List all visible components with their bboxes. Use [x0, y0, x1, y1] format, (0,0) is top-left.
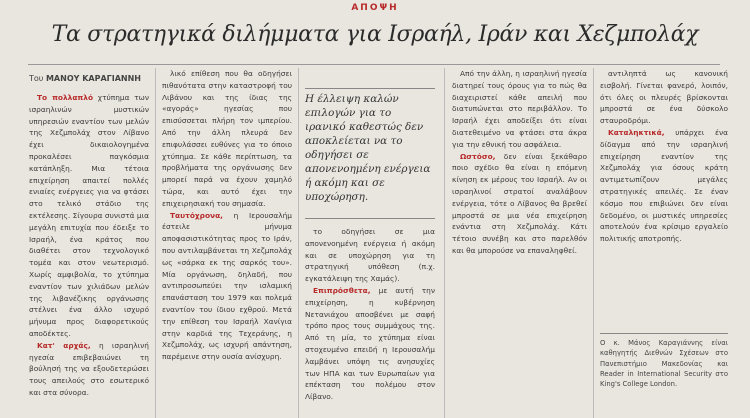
paragraph-text: Από την άλλη, η ισραηλινή ηγεσία διατηρεί τους όρους για το πώς θα διαχειριστεί κάθε απειλή που διατυπώνεται στο περιβάλλον. Το Ισραήλ έχει αποδείξει ότι είναι διατεθειμένο να φτάσει στα άκρα για την εθνική του ασφάλεια. — [452, 69, 587, 149]
headline: Τα στρατηγικά διλήμματα για Ισραήλ, Ιράν και Χεζμπολάχ — [51, 22, 699, 47]
column-divider — [444, 68, 445, 418]
paragraph-text: η Ιερουσαλήμ έστειλε μήνυμα αποφασιστικότητας προς το Ιράν, που αντιλαμβάνεται τη Χεζμπολάχ ως «σάρκα εκ της σαρκός του». Μία οργάνωση, δηλαδή, που αντιπροσωπεύει την ισλαμική επανάσταση του 1979 και πολεμά εναντίον του ίδιου εχθρού. Μετά την επίθεση του Ισραήλ Χανίγια στην καρδιά της Τεχεράνης, η Χεζμπολάχ, ως ισχυρή απάντηση, παρέμεινε στην ουσία ανίσχυρη. — [162, 210, 292, 362]
column-2 — [162, 68, 292, 394]
paragraph-text: λικό επίθεση που θα οδηγήσει πιθανότατα στην καταστροφή του Λιβάνου και της ίδιας της «αγοράς» ηγεσίας που επισύσσεται πλήρη τον ιμπερίου. Από την άλλη πλευρά δεν επιφυλάσσει ευθύνες για το όποιο χτύπημα. Σε κάθε περίπτωση, τα προβλήματα της οργάνωσης δεν μπορεί παρά να έχουν χαμηλό τώρα, και αυτό έχει την επιχειρησιακή του σημασία. — [162, 69, 292, 208]
paragraph-text: χτύπημα των ισραηλινών μυστικών υπηρεσιών εναντίον των μελών της Χεζμπολάχ στον Λίβανο έχει δικαιολογημένα προκαλέσει παγκόσμια κατάπληξη. Μια τέτοια επιχείρηση απαιτεί πολλές ενιαίες ενέργειες για να φτάσει στο τελικό στάδιο της εκτέλεσης. Σίγουρα συνιστά μια μεγάλη επιτυχία που έδειξε το Ισραήλ, ένα κράτος που διαθέτει στον τεχνολογικό τομέα και στον νεωτερισμό. Χωρίς αμφιβολία, το χτύπημα εναντίον των χιλιάδων μελών της λιβανέζικης οργάνωσης στέλνει ένα άλλο ισχυρό μήνυμα προς διαφορετικούς αποδέκτες. — [29, 93, 149, 338]
paragraph-text: η ισραηλινή ηγεσία επιβεβαιώνει τη βούλησή της να εξουδετερώσει τους απειλούς στο εσωτερικό και στα σύνορα. — [29, 340, 149, 397]
paragraph-text: αντιληπτά ως κανονική εισβολή. Γίνεται φανερό, λοιπόν, ότι όλες οι πλευρές βρίσκονται μπροστά σε ένα δύσκολο σταυροδρόμι. — [600, 69, 728, 126]
byline — [29, 74, 141, 83]
paragraph-lead: Κατ' αρχάς, — [37, 340, 91, 350]
column-4 — [452, 68, 587, 418]
author-bio-rule — [600, 333, 728, 334]
byline-prefix: Του — [29, 74, 44, 83]
pull-quote: Η έλλειψη καλών επιλογών για το ιρανικό καθεστώς δεν αποκλείεται να το οδηγήσει σε απονενοημένη ενέργεια ή ακόμη και σε υποχώρηση. — [305, 93, 431, 203]
column-3 — [305, 226, 435, 418]
paragraph-lead: Επιπρόσθετα, — [313, 285, 371, 295]
paragraph-text: δεν είναι ξεκάθαρο ποιο σχέδιο θα είναι η επόμενη κίνηση εκ μέρους του Ισραήλ. Αν οι ισραηλινοί στρατοί αναλάβουν ενέργεια, τότε ο Λίβανος θα βρεθεί μπροστά σε μια νέα επιχείρηση ενάντια στη Χεζμπολάχ. Κάτι τέτοιο συνέβη και στο παρελθόν και θα μπορούσε να επαναληφθεί. — [452, 151, 587, 255]
paragraph-lead: Ωστόσο, — [460, 151, 496, 161]
section-rubric: ΑΠΟΨΗ — [351, 3, 399, 13]
pull-quote-rule-bottom — [305, 218, 435, 219]
paragraph-lead: Καταληκτικά, — [608, 127, 665, 137]
column-5 — [600, 68, 728, 330]
pull-quote-rule-top — [305, 88, 435, 89]
column-1 — [29, 92, 149, 418]
paragraph-lead: Ταυτόχρονα, — [170, 210, 223, 220]
column-divider — [155, 68, 156, 418]
column-divider — [298, 68, 299, 418]
paragraph-lead: Το πολλαπλό — [37, 93, 94, 102]
byline-author: ΜΑΝΟΥ ΚΑΡΑΓΙΑΝΝΗ — [45, 74, 141, 83]
headline-rule — [28, 64, 720, 65]
column-divider — [593, 68, 594, 418]
paragraph-text: υπάρχει ένα δίδαγμα από την ισραηλινή επιχείρηση εναντίον της Χεζμπολάχ για όσους κράτη αντιμετωπίζουν μεγάλες στρατηγικές απειλές. Σε έναν κόσμο που επιβιώνει δεν είναι δεδομένο, οι μυστικές υπηρεσίες αποτελούν ένα κρίσιμο εργαλείο πολιτικής αποτροπής. — [600, 127, 728, 244]
paragraph-text: με αυτή την επιχείρηση, η κυβέρνηση Νετανιάχου αποσβένει με σαφή τρόπο προς τους συμμάχους της. Από τη μία, το χτύπημα είναι στοχευμένο επειδή η Ιερουσαλήμ λαμβάνει υπόψη τις ανησυχίες των ΗΠΑ και των Ευρωπαίων για επέκταση του πολέμου στον Λίβανο. — [305, 285, 435, 402]
paragraph-text: το οδηγήσει σε μια απονενοημένη ενέργεια ή ακόμη και σε υποχώρηση για τη στρατηγική υπόθεση (π.χ. εγκατάλειψη της Χαμάς). — [305, 227, 435, 284]
author-bio: Ο κ. Μάνος Καραγιάννης είναι καθηγητής Διεθνών Σχέσεων στο Πανεπιστήμιο Μακεδονίας και Reader in International Security στο King's College London. — [600, 339, 728, 389]
